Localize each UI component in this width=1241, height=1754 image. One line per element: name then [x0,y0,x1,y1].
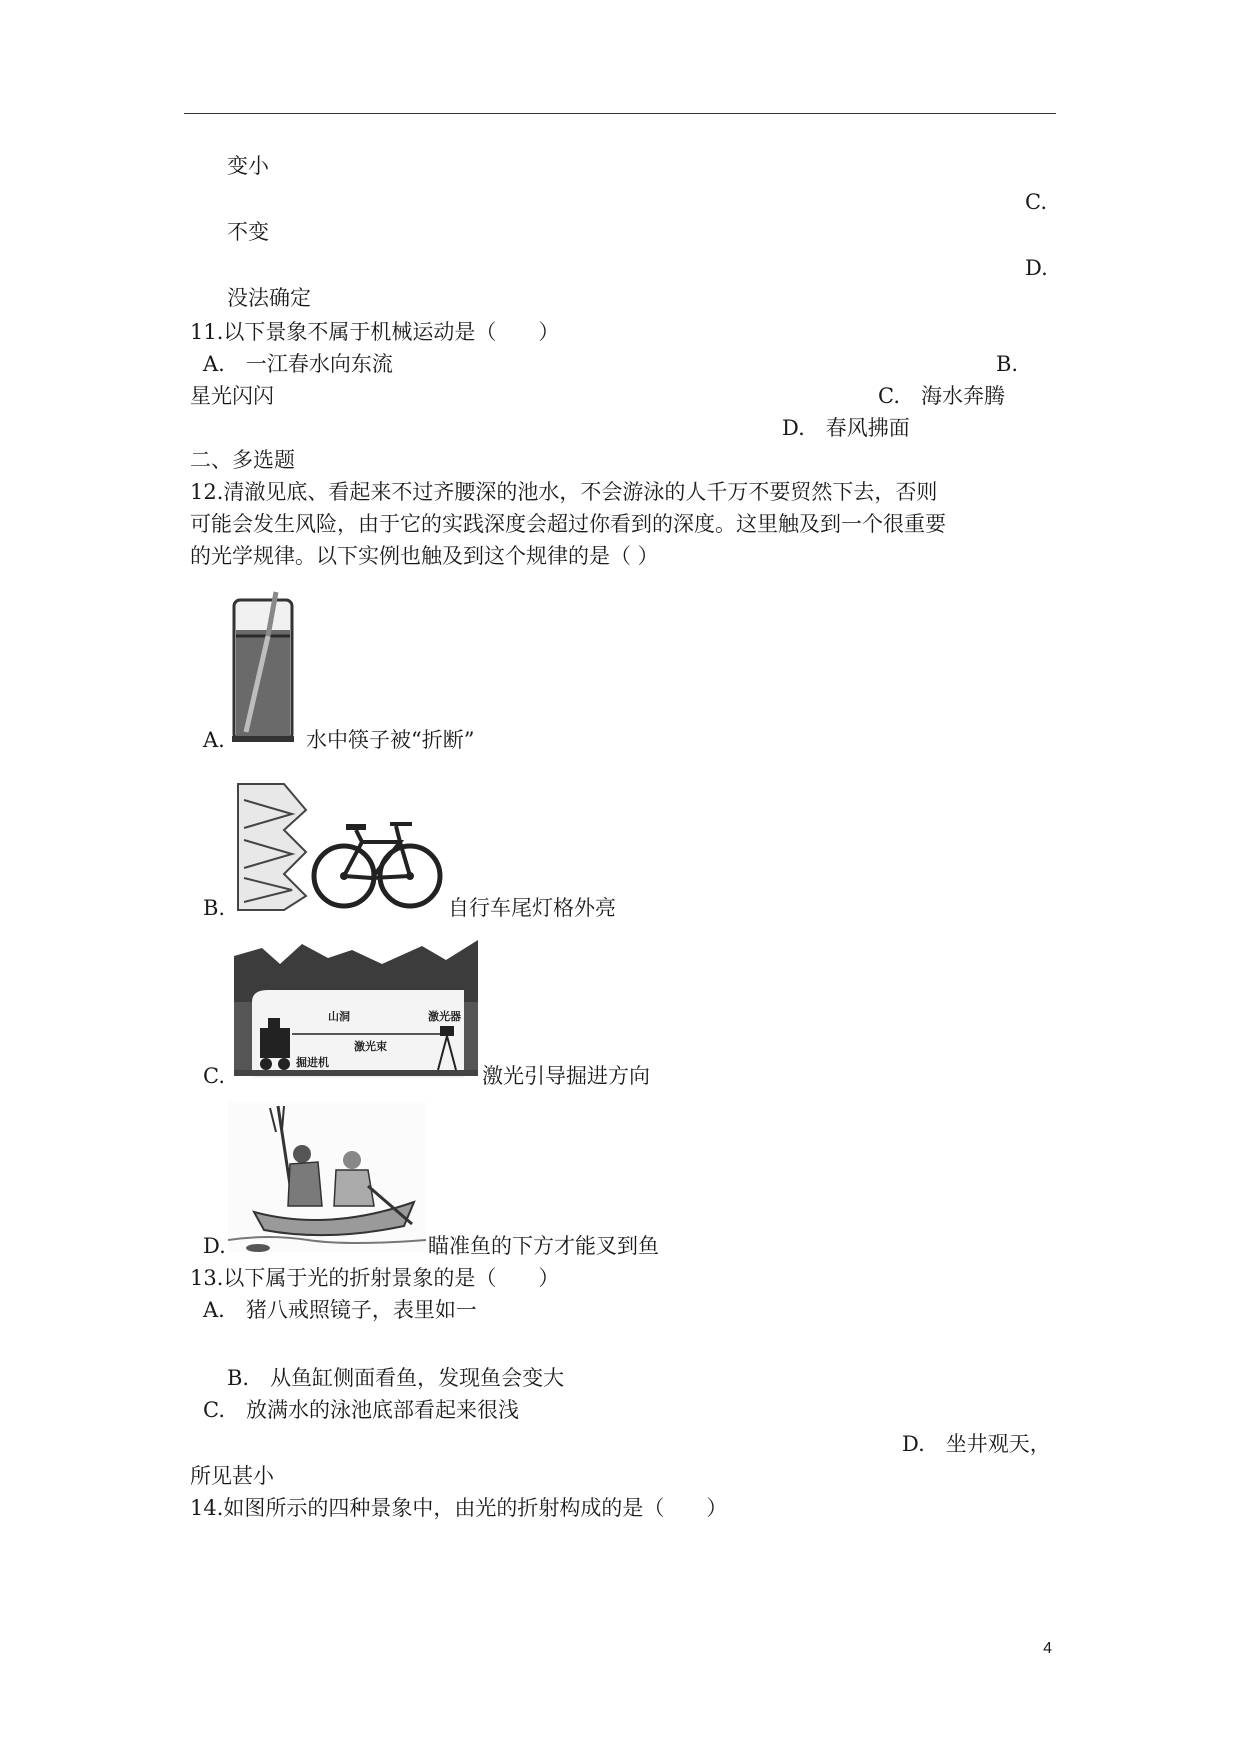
q12-option-c-letter: C. [203,1064,225,1088]
header-rule [184,113,1056,114]
section-heading: 二、多选题 [190,448,295,472]
q12-stem-line1: 12.清澈见底、看起来不过齐腰深的池水，不会游泳的人千万不要贸然下去，否则 [190,480,938,504]
q12-option-d-letter: D. [203,1234,226,1258]
machine-label: 掘进机 [296,1056,329,1069]
q12-option-a-letter: A. [203,728,225,752]
q11-option-d: D. 春风拂面 [782,416,910,440]
beam-label: 激光束 [354,1040,387,1053]
q12-option-d-caption: 瞄准鱼的下方才能叉到鱼 [428,1234,659,1258]
q11-option-b-text: 星光闪闪 [190,384,274,408]
q12-option-b-caption: 自行车尾灯格外亮 [448,896,616,920]
glass-chopstick-figure [228,590,304,746]
option-c-letter: C. [1025,190,1047,214]
q13-option-d-continued: 所见甚小 [190,1464,274,1488]
page-number: 4 [1043,1640,1052,1657]
laser-label: 激光器 [428,1010,461,1023]
q13-option-b: B. 从鱼缸侧面看鱼，发现鱼会变大 [227,1366,565,1390]
q14-stem: 14.如图所示的四种景象中，由光的折射构成的是（ ） [190,1496,728,1520]
q13-stem: 13.以下属于光的折射景象的是（ ） [190,1266,560,1290]
q12-stem-line3: 的光学规律。以下实例也触及到这个规律的是（ ） [190,544,659,568]
q13-option-d: D. 坐井观天， [902,1432,1051,1456]
option-c-text: 不变 [227,220,269,244]
q11-option-b-letter: B. [996,352,1019,376]
option-d-text: 没法确定 [227,286,311,310]
q12-stem-line2: 可能会发生风险，由于它的实践深度会超过你看到的深度。这里触及到一个很重要 [190,512,946,536]
option-d-letter: D. [1025,256,1048,280]
q12-option-c-caption: 激光引导掘进方向 [482,1064,650,1088]
bicycle-reflector-figure [234,780,446,914]
q11-option-c: C. 海水奔腾 [878,384,1005,408]
option-b-text: 变小 [227,154,269,178]
q12-option-a-caption: 水中筷子被“折断” [306,728,475,752]
q13-option-c: C. 放满水的泳池底部看起来很浅 [203,1398,519,1422]
fishing-boat-figure [228,1102,426,1252]
q12-option-b-letter: B. [203,896,226,920]
q13-option-a: A. 猪八戒照镜子，表里如一 [203,1298,477,1322]
q11-stem: 11.以下景象不属于机械运动是（ ） [190,320,560,344]
q11-option-a: A. 一江春水向东流 [203,352,393,376]
cave-label: 山洞 [328,1010,350,1023]
tunnel-laser-figure [232,938,480,1078]
